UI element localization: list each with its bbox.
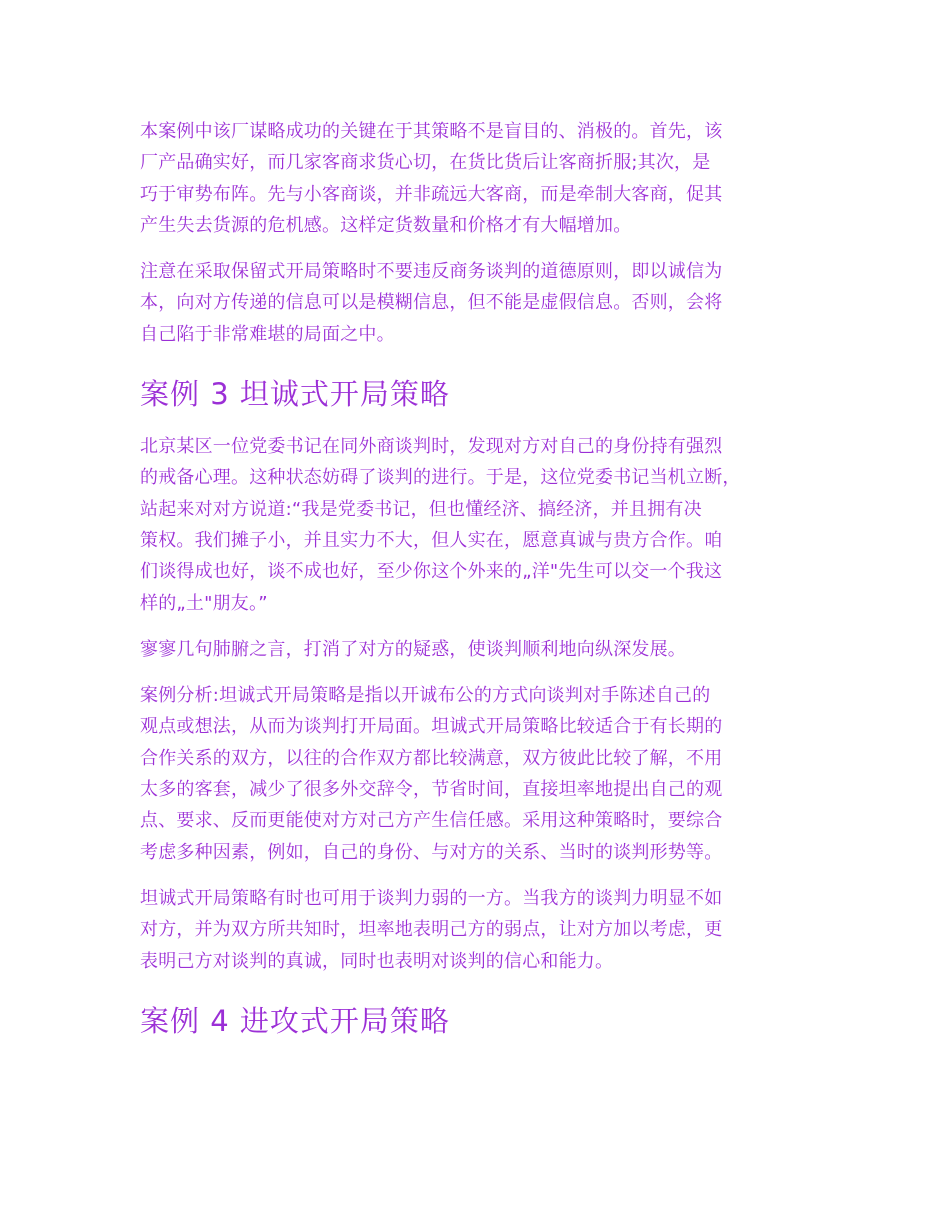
text-line: 坦诚式开局策略有时也可用于谈判力弱的一方。当我方的谈判力明显不如 (140, 887, 723, 909)
heading-case4: 案例 4 进攻式开局策略 (140, 1003, 450, 1038)
paragraph-case2-analysis (140, 116, 830, 241)
text-line: 北京某区一位党委书记在同外商谈判时，发现对方对自己的身份持有强烈 (140, 436, 723, 458)
text-line: 策权。我们摊子小，并且实力不大，但人实在，愿意真诚与贵方合作。咱 (140, 529, 723, 551)
text-line: 考虑多种因素，例如，自己的身份、与对方的关系、当时的谈判形势等。 (140, 841, 723, 863)
paragraph-case3-analysis (140, 680, 830, 868)
text-line: 点、要求、反而更能使对方对己方产生信任感。采用这种策略时，要综合 (140, 810, 723, 832)
paragraph-case3-story (140, 431, 830, 619)
text-line: 观点或想法，从而为谈判打开局面。坦诚式开局策略比较适合于有长期的 (140, 716, 723, 738)
paragraph-case3-weak-side (140, 883, 830, 977)
text-line: 产生失去货源的危机感。这样定货数量和价格才有大幅增加。 (140, 214, 632, 236)
text-line: 自己陷于非常难堪的局面之中。 (140, 323, 395, 345)
text-line: 样的„土"朋友。” (140, 592, 268, 614)
paragraph-case2-note (140, 256, 830, 350)
text-line: 寥寥几句肺腑之言，打消了对方的疑惑，使谈判顺利地向纵深发展。 (140, 638, 686, 660)
text-line: 巧于审势布阵。先与小客商谈，并非疏远大客商，而是牵制大客商，促其 (140, 183, 723, 205)
text-line: 本，向对方传递的信息可以是模糊信息，但不能是虚假信息。否则，会将 (140, 292, 723, 314)
paragraph-case3-result (140, 634, 830, 665)
document-page (140, 116, 830, 1058)
text-line: 注意在采取保留式开局策略时不要违反商务谈判的道德原则，即以诚信为 (140, 261, 723, 283)
text-line: 们谈得成也好，谈不成也好，至少你这个外来的„洋"先生可以交一个我这 (140, 561, 723, 583)
text-line: 对方，并为双方所共知时，坦率地表明己方的弱点，让对方加以考虑，更 (140, 919, 723, 941)
text-line: 本案例中该厂谋略成功的关键在于其策略不是盲目的、消极的。首先，该 (140, 121, 723, 142)
text-line: 的戒备心理。这种状态妨碍了谈判的进行。于是，这位党委书记当机立断， (140, 467, 741, 489)
text-line: 站起来对对方说道:“我是党委书记，但也懂经济、搞经济，并且拥有决 (140, 498, 702, 520)
text-line: 太多的客套，减少了很多外交辞令，节省时间，直接坦率地提出自己的观 (140, 779, 723, 801)
text-line: 合作关系的双方，以往的合作双方都比较满意，双方彼此比较了解，不用 (140, 747, 723, 769)
text-line: 表明己方对谈判的真诚，同时也表明对谈判的信心和能力。 (140, 950, 614, 972)
text-line: 案例分析:坦诚式开局策略是指以开诚布公的方式向谈判对手陈述自己的 (140, 685, 711, 707)
heading-case3: 案例 3 坦诚式开局策略 (140, 377, 450, 412)
text-line: 厂产品确实好，而几家客商求货心切，在货比货后让客商折服;其次，是 (140, 152, 711, 174)
